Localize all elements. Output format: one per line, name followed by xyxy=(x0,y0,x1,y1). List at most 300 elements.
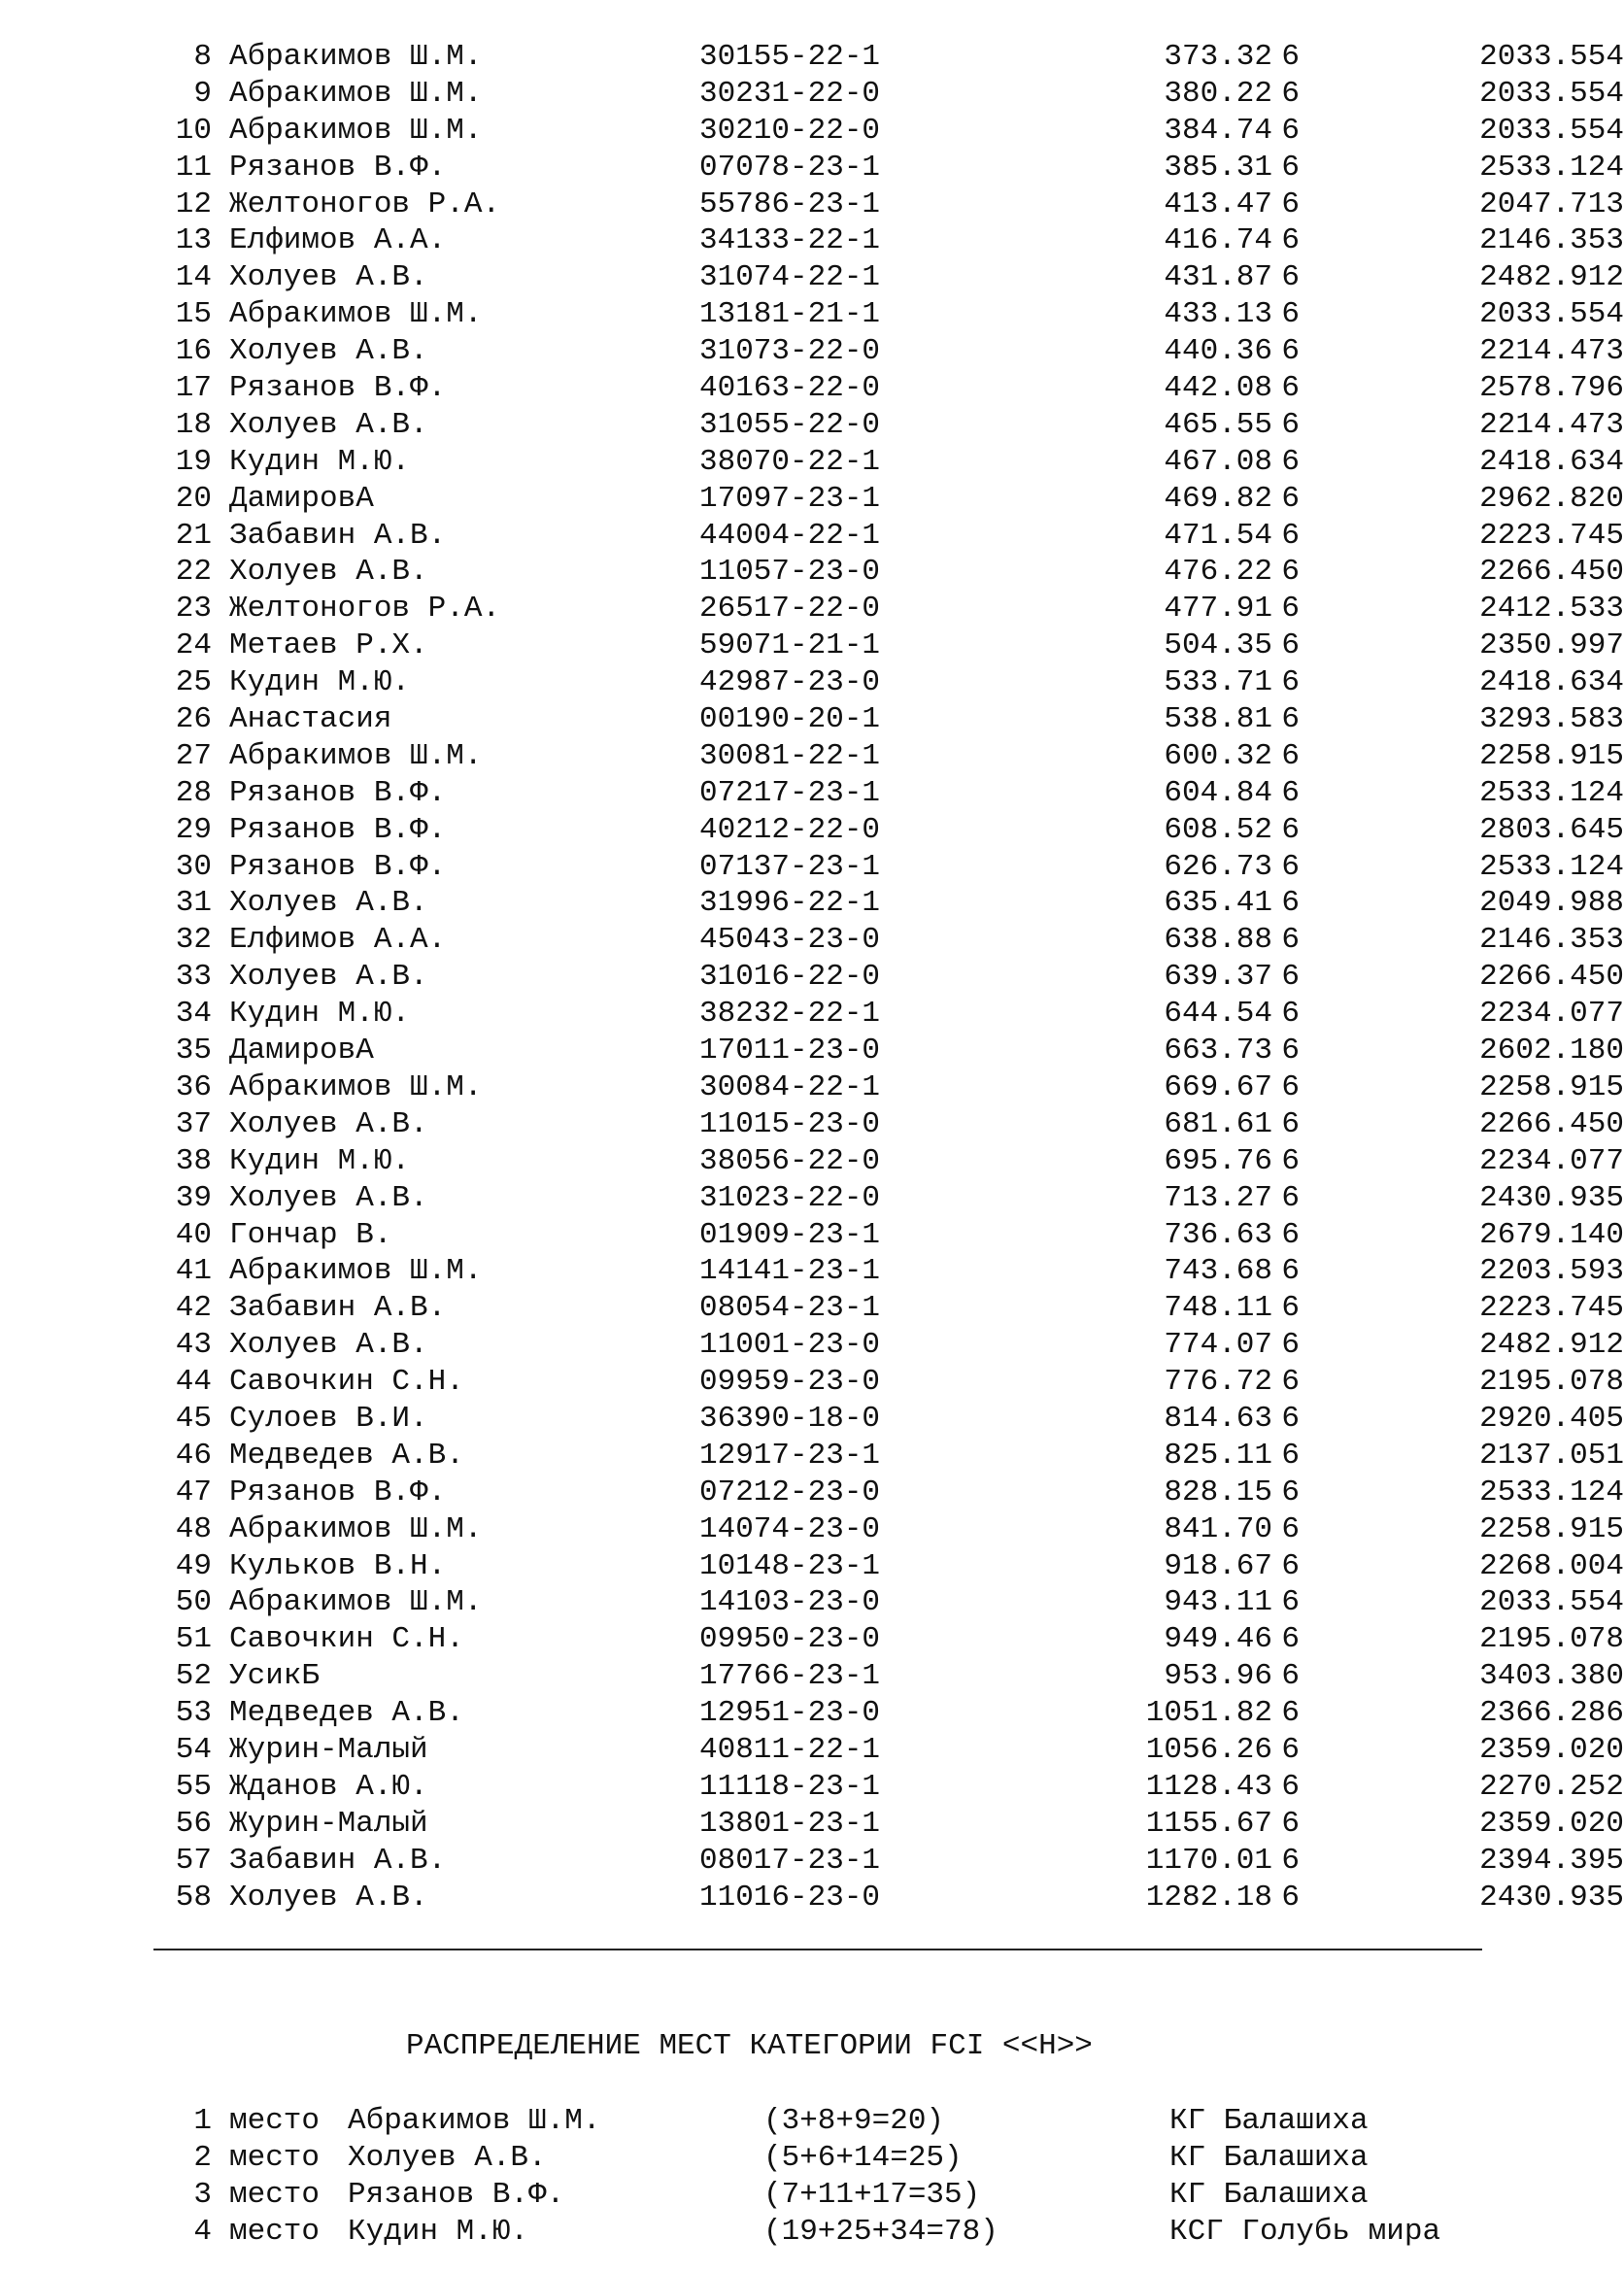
table-row xyxy=(146,1438,1624,1475)
speed-value: 2049.988 xyxy=(1479,886,1624,921)
place-number: 3 xyxy=(193,2178,212,2212)
place-word: место xyxy=(229,2178,321,2212)
place-number: 1 xyxy=(193,2104,212,2138)
ring-number: 30155-22-1 xyxy=(699,40,881,74)
count-value: 6 xyxy=(1281,1365,1300,1400)
row-number: 24 xyxy=(175,628,212,663)
row-number: 50 xyxy=(175,1585,212,1620)
ring-number: 31996-22-1 xyxy=(699,886,881,921)
table-row xyxy=(146,996,1624,1033)
speed-value: 3293.583 xyxy=(1479,702,1624,737)
place-sum: (19+25+34=78) xyxy=(763,2215,998,2249)
table-row xyxy=(146,738,1624,775)
ring-number: 55786-23-1 xyxy=(699,187,881,221)
count-value: 6 xyxy=(1281,1180,1300,1215)
count-value: 6 xyxy=(1281,1401,1300,1436)
row-number: 35 xyxy=(175,1034,212,1068)
count-value: 6 xyxy=(1281,187,1300,221)
row-number: 8 xyxy=(193,40,212,74)
distance-value: 604.84 xyxy=(1164,775,1272,810)
distance-value: 943.11 xyxy=(1164,1585,1272,1620)
list-item xyxy=(146,2140,1506,2177)
table-row xyxy=(146,849,1624,886)
distance-value: 465.55 xyxy=(1164,407,1272,442)
distance-value: 538.81 xyxy=(1164,702,1272,737)
row-number: 23 xyxy=(175,592,212,627)
row-number: 52 xyxy=(175,1659,212,1694)
row-number: 53 xyxy=(175,1696,212,1731)
distance-value: 669.67 xyxy=(1164,1069,1272,1104)
distance-value: 1282.18 xyxy=(1145,1880,1272,1915)
count-value: 6 xyxy=(1281,555,1300,590)
ring-number: 10148-23-1 xyxy=(699,1548,881,1583)
distance-value: 695.76 xyxy=(1164,1143,1272,1178)
count-value: 6 xyxy=(1281,1069,1300,1104)
speed-value: 2394.395 xyxy=(1479,1843,1624,1878)
row-number: 32 xyxy=(175,923,212,958)
count-value: 6 xyxy=(1281,665,1300,700)
row-number: 39 xyxy=(175,1180,212,1215)
speed-value: 2359.020 xyxy=(1479,1806,1624,1841)
table-row xyxy=(146,1364,1624,1401)
fancier-name: Забавин А.В. xyxy=(229,518,447,553)
count-value: 6 xyxy=(1281,702,1300,737)
fancier-name: Рязанов В.Ф. xyxy=(348,2178,565,2212)
count-value: 6 xyxy=(1281,297,1300,332)
ring-number: 34133-22-1 xyxy=(699,223,881,258)
row-number: 37 xyxy=(175,1106,212,1141)
speed-value: 2234.077 xyxy=(1479,997,1624,1032)
row-number: 13 xyxy=(175,223,212,258)
speed-value: 2962.820 xyxy=(1479,481,1624,516)
ring-number: 31073-22-0 xyxy=(699,334,881,369)
ring-number: 26517-22-0 xyxy=(699,592,881,627)
count-value: 6 xyxy=(1281,1843,1300,1878)
count-value: 6 xyxy=(1281,1696,1300,1731)
table-row xyxy=(146,959,1624,996)
row-number: 38 xyxy=(175,1143,212,1178)
fancier-name: Кудин М.Ю. xyxy=(229,444,411,479)
speed-value: 2033.554 xyxy=(1479,40,1624,74)
distance-value: 504.35 xyxy=(1164,628,1272,663)
row-number: 33 xyxy=(175,960,212,995)
table-row xyxy=(146,1069,1624,1106)
row-number: 49 xyxy=(175,1548,212,1583)
table-row xyxy=(146,627,1624,664)
table-row xyxy=(146,1511,1624,1548)
table-row xyxy=(146,481,1624,518)
ring-number: 42987-23-0 xyxy=(699,665,881,700)
count-value: 6 xyxy=(1281,1254,1300,1289)
row-number: 12 xyxy=(175,187,212,221)
ring-number: 40212-22-0 xyxy=(699,812,881,847)
fancier-name: Холуев А.В. xyxy=(229,1880,428,1915)
speed-value: 2533.124 xyxy=(1479,1475,1624,1509)
distance-value: 681.61 xyxy=(1164,1106,1272,1141)
speed-value: 2578.796 xyxy=(1479,371,1624,406)
row-number: 26 xyxy=(175,702,212,737)
fancier-name: Желтоногов Р.А. xyxy=(229,592,501,627)
count-value: 6 xyxy=(1281,1548,1300,1583)
speed-value: 2430.935 xyxy=(1479,1180,1624,1215)
distance-value: 385.31 xyxy=(1164,150,1272,185)
count-value: 6 xyxy=(1281,849,1300,884)
table-row xyxy=(146,701,1624,738)
count-value: 6 xyxy=(1281,812,1300,847)
row-number: 45 xyxy=(175,1401,212,1436)
fancier-name: УсикБ xyxy=(229,1659,321,1694)
table-row xyxy=(146,1584,1624,1621)
ring-number: 07212-23-0 xyxy=(699,1475,881,1509)
count-value: 6 xyxy=(1281,1475,1300,1509)
speed-value: 2195.078 xyxy=(1479,1365,1624,1400)
distance-value: 476.22 xyxy=(1164,555,1272,590)
speed-value: 2482.912 xyxy=(1479,1328,1624,1363)
table-row xyxy=(146,76,1624,113)
fancier-name: Абракимов Ш.М. xyxy=(229,1511,483,1546)
count-value: 6 xyxy=(1281,1659,1300,1694)
ring-number: 00190-20-1 xyxy=(699,702,881,737)
table-row xyxy=(146,591,1624,627)
distance-value: 380.22 xyxy=(1164,76,1272,111)
fancier-name: Холуев А.В. xyxy=(229,334,428,369)
distance-value: 442.08 xyxy=(1164,371,1272,406)
distance-value: 600.32 xyxy=(1164,738,1272,773)
fancier-name: Кудин М.Ю. xyxy=(229,1143,411,1178)
table-row xyxy=(146,113,1624,150)
count-value: 6 xyxy=(1281,775,1300,810)
list-item xyxy=(146,2177,1506,2214)
ring-number: 11118-23-1 xyxy=(699,1769,881,1804)
club-name: КСГ Голубь мира xyxy=(1169,2215,1441,2249)
speed-value: 2214.473 xyxy=(1479,334,1624,369)
fancier-name: Сулоев В.И. xyxy=(229,1401,428,1436)
ring-number: 36390-18-0 xyxy=(699,1401,881,1436)
count-value: 6 xyxy=(1281,1806,1300,1841)
distance-value: 736.63 xyxy=(1164,1217,1272,1252)
place-sum: (7+11+17=35) xyxy=(763,2178,981,2212)
count-value: 6 xyxy=(1281,260,1300,295)
table-row xyxy=(146,1180,1624,1217)
fancier-name: Елфимов А.А. xyxy=(229,223,447,258)
place-number: 2 xyxy=(193,2141,212,2175)
table-row xyxy=(146,1475,1624,1511)
speed-value: 2482.912 xyxy=(1479,260,1624,295)
table-row xyxy=(146,39,1624,76)
row-number: 18 xyxy=(175,407,212,442)
row-number: 31 xyxy=(175,886,212,921)
fancier-name: Абракимов Ш.М. xyxy=(348,2104,601,2138)
ring-number: 13181-21-1 xyxy=(699,297,881,332)
row-number: 15 xyxy=(175,297,212,332)
distance-value: 608.52 xyxy=(1164,812,1272,847)
ring-number: 11057-23-0 xyxy=(699,555,881,590)
speed-value: 2137.051 xyxy=(1479,1438,1624,1473)
speed-value: 3403.380 xyxy=(1479,1659,1624,1694)
distance-value: 814.63 xyxy=(1164,1401,1272,1436)
distance-value: 433.13 xyxy=(1164,297,1272,332)
distance-value: 776.72 xyxy=(1164,1365,1272,1400)
row-number: 19 xyxy=(175,444,212,479)
place-word: место xyxy=(229,2104,321,2138)
fancier-name: Забавин А.В. xyxy=(229,1843,447,1878)
speed-value: 2270.252 xyxy=(1479,1769,1624,1804)
distance-value: 384.74 xyxy=(1164,113,1272,148)
count-value: 6 xyxy=(1281,997,1300,1032)
table-row xyxy=(146,1106,1624,1143)
table-row xyxy=(146,1401,1624,1438)
fancier-name: Холуев А.В. xyxy=(229,1180,428,1215)
club-name: КГ Балашиха xyxy=(1169,2104,1369,2138)
place-number: 4 xyxy=(193,2215,212,2249)
distance-value: 533.71 xyxy=(1164,665,1272,700)
distance-value: 1051.82 xyxy=(1145,1696,1272,1731)
speed-value: 2266.450 xyxy=(1479,1106,1624,1141)
table-row xyxy=(146,1658,1624,1695)
ring-number: 31055-22-0 xyxy=(699,407,881,442)
fancier-name: Елфимов А.А. xyxy=(229,923,447,958)
ring-number: 30210-22-0 xyxy=(699,113,881,148)
count-value: 6 xyxy=(1281,1622,1300,1657)
speed-value: 2412.533 xyxy=(1479,592,1624,627)
ring-number: 30081-22-1 xyxy=(699,738,881,773)
fancier-name: Желтоногов Р.А. xyxy=(229,187,501,221)
count-value: 6 xyxy=(1281,76,1300,111)
count-value: 6 xyxy=(1281,1217,1300,1252)
fancier-name: Абракимов Ш.М. xyxy=(229,40,483,74)
table-row xyxy=(146,1290,1624,1327)
distance-value: 639.37 xyxy=(1164,960,1272,995)
table-row xyxy=(146,296,1624,333)
table-row xyxy=(146,1806,1624,1843)
speed-value: 2234.077 xyxy=(1479,1143,1624,1178)
ring-number: 14141-23-1 xyxy=(699,1254,881,1289)
table-row xyxy=(146,518,1624,555)
table-row xyxy=(146,1033,1624,1069)
row-number: 25 xyxy=(175,665,212,700)
fancier-name: Жданов А.Ю. xyxy=(229,1769,428,1804)
distance-value: 467.08 xyxy=(1164,444,1272,479)
fancier-name: Рязанов В.Ф. xyxy=(229,849,447,884)
distance-value: 471.54 xyxy=(1164,518,1272,553)
distance-value: 825.11 xyxy=(1164,1438,1272,1473)
list-item xyxy=(146,2103,1506,2140)
table-row xyxy=(146,187,1624,223)
speed-value: 2258.915 xyxy=(1479,1511,1624,1546)
fancier-name: Абракимов Ш.М. xyxy=(229,738,483,773)
speed-value: 2430.935 xyxy=(1479,1880,1624,1915)
count-value: 6 xyxy=(1281,444,1300,479)
fancier-name: Абракимов Ш.М. xyxy=(229,76,483,111)
fancier-name: Рязанов В.Ф. xyxy=(229,775,447,810)
speed-value: 2533.124 xyxy=(1479,849,1624,884)
distance-value: 828.15 xyxy=(1164,1475,1272,1509)
table-row xyxy=(146,333,1624,370)
row-number: 54 xyxy=(175,1732,212,1767)
fancier-name: ДамировА xyxy=(229,1034,374,1068)
distance-value: 774.07 xyxy=(1164,1328,1272,1363)
speed-value: 2266.450 xyxy=(1479,555,1624,590)
fancier-name: Холуев А.В. xyxy=(229,555,428,590)
distance-value: 1128.43 xyxy=(1145,1769,1272,1804)
ring-number: 09950-23-0 xyxy=(699,1622,881,1657)
row-number: 14 xyxy=(175,260,212,295)
fancier-name: Холуев А.В. xyxy=(348,2141,547,2175)
row-number: 57 xyxy=(175,1843,212,1878)
row-number: 41 xyxy=(175,1254,212,1289)
row-number: 21 xyxy=(175,518,212,553)
club-name: КГ Балашиха xyxy=(1169,2178,1369,2212)
fancier-name: Савочкин С.Н. xyxy=(229,1622,464,1657)
speed-value: 2266.450 xyxy=(1479,960,1624,995)
speed-value: 2146.353 xyxy=(1479,923,1624,958)
fancier-name: Журин-Малый xyxy=(229,1732,428,1767)
speed-value: 2047.713 xyxy=(1479,187,1624,221)
count-value: 6 xyxy=(1281,923,1300,958)
distance-value: 1155.67 xyxy=(1145,1806,1272,1841)
section-divider xyxy=(153,1949,1482,1950)
ring-number: 14074-23-0 xyxy=(699,1511,881,1546)
distance-value: 663.73 xyxy=(1164,1034,1272,1068)
table-row xyxy=(146,812,1624,849)
fancier-name: Холуев А.В. xyxy=(229,960,428,995)
row-number: 10 xyxy=(175,113,212,148)
row-number: 11 xyxy=(175,150,212,185)
table-row xyxy=(146,259,1624,296)
count-value: 6 xyxy=(1281,1106,1300,1141)
distance-value: 477.91 xyxy=(1164,592,1272,627)
row-number: 43 xyxy=(175,1328,212,1363)
fancier-name: Абракимов Ш.М. xyxy=(229,1254,483,1289)
speed-value: 2418.634 xyxy=(1479,444,1624,479)
distance-value: 953.96 xyxy=(1164,1659,1272,1694)
speed-value: 2033.554 xyxy=(1479,1585,1624,1620)
speed-value: 2418.634 xyxy=(1479,665,1624,700)
place-word: место xyxy=(229,2141,321,2175)
fancier-name: Кудин М.Ю. xyxy=(348,2215,529,2249)
fancier-name: Холуев А.В. xyxy=(229,407,428,442)
fancier-name: Холуев А.В. xyxy=(229,260,428,295)
fancier-name: Рязанов В.Ф. xyxy=(229,1475,447,1509)
count-value: 6 xyxy=(1281,1291,1300,1326)
table-row xyxy=(146,1880,1624,1916)
speed-value: 2359.020 xyxy=(1479,1732,1624,1767)
table-row xyxy=(146,775,1624,812)
fancier-name: Кульков В.Н. xyxy=(229,1548,447,1583)
speed-value: 2350.997 xyxy=(1479,628,1624,663)
fancier-name: Савочкин С.Н. xyxy=(229,1365,464,1400)
ring-number: 11015-23-0 xyxy=(699,1106,881,1141)
distance-value: 1170.01 xyxy=(1145,1843,1272,1878)
count-value: 6 xyxy=(1281,1732,1300,1767)
row-number: 51 xyxy=(175,1622,212,1657)
count-value: 6 xyxy=(1281,1880,1300,1915)
speed-value: 2268.004 xyxy=(1479,1548,1624,1583)
speed-value: 2533.124 xyxy=(1479,150,1624,185)
fancier-name: Рязанов В.Ф. xyxy=(229,812,447,847)
table-row xyxy=(146,1769,1624,1806)
row-number: 28 xyxy=(175,775,212,810)
count-value: 6 xyxy=(1281,481,1300,516)
distribution-title: РАСПРЕДЕЛЕНИЕ МЕСТ КАТЕГОРИИ FCI <<H>> xyxy=(406,2029,1093,2063)
ring-number: 40163-22-0 xyxy=(699,371,881,406)
distance-value: 644.54 xyxy=(1164,997,1272,1032)
fancier-name: Метаев Р.Х. xyxy=(229,628,428,663)
ring-number: 08054-23-1 xyxy=(699,1291,881,1326)
ring-number: 31074-22-1 xyxy=(699,260,881,295)
speed-value: 2033.554 xyxy=(1479,76,1624,111)
distance-value: 413.47 xyxy=(1164,187,1272,221)
ring-number: 31016-22-0 xyxy=(699,960,881,995)
fancier-name: Холуев А.В. xyxy=(229,1106,428,1141)
fancier-name: Рязанов В.Ф. xyxy=(229,371,447,406)
fancier-name: Забавин А.В. xyxy=(229,1291,447,1326)
row-number: 42 xyxy=(175,1291,212,1326)
place-sum: (3+8+9=20) xyxy=(763,2104,945,2138)
fancier-name: Гончар В. xyxy=(229,1217,392,1252)
count-value: 6 xyxy=(1281,40,1300,74)
distance-value: 373.32 xyxy=(1164,40,1272,74)
count-value: 6 xyxy=(1281,628,1300,663)
speed-value: 2223.745 xyxy=(1479,518,1624,553)
count-value: 6 xyxy=(1281,407,1300,442)
row-number: 46 xyxy=(175,1438,212,1473)
row-number: 27 xyxy=(175,738,212,773)
distance-value: 1056.26 xyxy=(1145,1732,1272,1767)
count-value: 6 xyxy=(1281,150,1300,185)
count-value: 6 xyxy=(1281,1328,1300,1363)
fancier-name: Холуев А.В. xyxy=(229,1328,428,1363)
ring-number: 08017-23-1 xyxy=(699,1843,881,1878)
fancier-name: Рязанов В.Ф. xyxy=(229,150,447,185)
ring-number: 38070-22-1 xyxy=(699,444,881,479)
row-number: 9 xyxy=(193,76,212,111)
row-number: 55 xyxy=(175,1769,212,1804)
count-value: 6 xyxy=(1281,518,1300,553)
count-value: 6 xyxy=(1281,223,1300,258)
row-number: 48 xyxy=(175,1511,212,1546)
count-value: 6 xyxy=(1281,592,1300,627)
fancier-name: Холуев А.В. xyxy=(229,886,428,921)
table-row xyxy=(146,1217,1624,1254)
count-value: 6 xyxy=(1281,1438,1300,1473)
distance-value: 713.27 xyxy=(1164,1180,1272,1215)
list-item xyxy=(146,2214,1506,2251)
speed-value: 2214.473 xyxy=(1479,407,1624,442)
row-number: 47 xyxy=(175,1475,212,1509)
count-value: 6 xyxy=(1281,738,1300,773)
speed-value: 2033.554 xyxy=(1479,297,1624,332)
table-row xyxy=(146,444,1624,481)
speed-value: 2602.180 xyxy=(1479,1034,1624,1068)
distance-value: 841.70 xyxy=(1164,1511,1272,1546)
fancier-name: Абракимов Ш.М. xyxy=(229,1069,483,1104)
count-value: 6 xyxy=(1281,1585,1300,1620)
table-row xyxy=(146,664,1624,701)
speed-value: 2223.745 xyxy=(1479,1291,1624,1326)
speed-value: 2920.405 xyxy=(1479,1401,1624,1436)
fancier-name: Кудин М.Ю. xyxy=(229,665,411,700)
table-row xyxy=(146,222,1624,259)
distance-value: 743.68 xyxy=(1164,1254,1272,1289)
table-row xyxy=(146,1253,1624,1290)
count-value: 6 xyxy=(1281,371,1300,406)
table-row xyxy=(146,1695,1624,1732)
speed-value: 2366.286 xyxy=(1479,1696,1624,1731)
table-row xyxy=(146,150,1624,187)
ring-number: 30084-22-1 xyxy=(699,1069,881,1104)
ring-number: 59071-21-1 xyxy=(699,628,881,663)
